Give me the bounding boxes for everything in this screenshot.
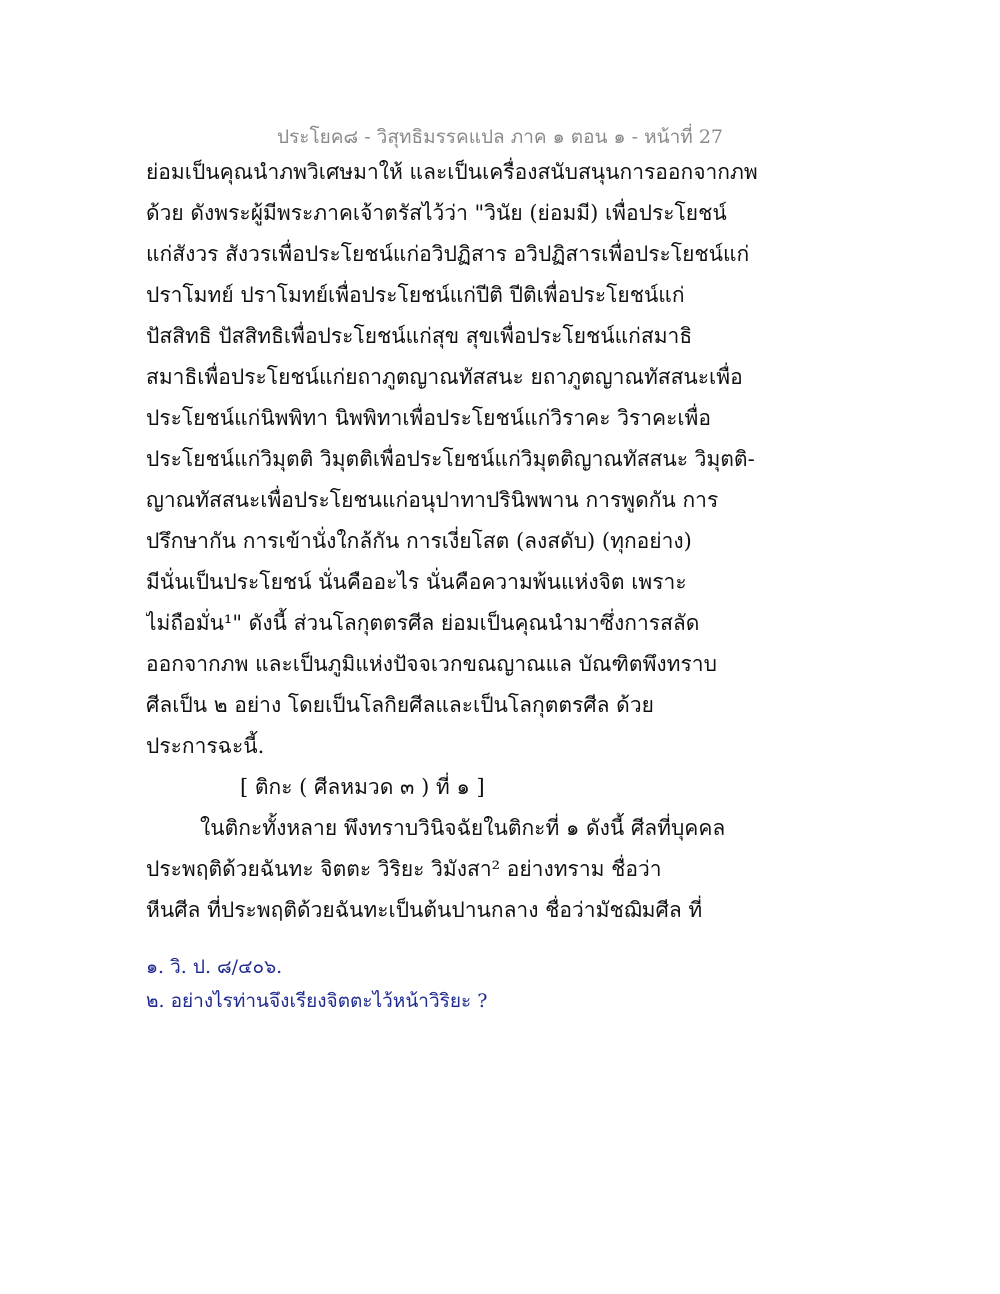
footnote-2: ๒. อย่างไรท่านจึงเรียงจิตตะไว้หน้าวิริยะ ? bbox=[146, 990, 488, 1012]
page-header: ประโยค๘ - วิสุทธิมรรคแปล ภาค ๑ ตอน ๑ - หน้าที่ 27 bbox=[277, 126, 723, 148]
text-line: ย่อมเป็นคุณนำภพวิเศษมาให้ และเป็นเครื่องสนับสนุนการออกจากภพ bbox=[146, 160, 758, 184]
footnotes bbox=[146, 950, 866, 1018]
text-line: ปัสสิทธิ ปัสสิทธิเพื่อประโยชน์แก่สุข สุขเพื่อประโยชน์แก่สมาธิ bbox=[146, 324, 693, 348]
section-heading: [ ติกะ ( ศีลหมวด ๓ ) ที่ ๑ ] bbox=[240, 775, 485, 799]
text-line: ญาณทัสสนะเพื่อประโยชนแก่อนุปาทาปรินิพพาน การพูดกัน การ bbox=[146, 488, 719, 512]
text-line: ประพฤติด้วยฉันทะ จิตตะ วิริยะ วิมังสา² อย่างทราม ชื่อว่า bbox=[146, 857, 662, 881]
text-line: ปราโมทย์ ปราโมทย์เพื่อประโยชน์แก่ปีติ ปีติเพื่อประโยชน์แก่ bbox=[146, 283, 685, 307]
text-line: ไม่ถือมั่น¹" ดังนี้ ส่วนโลกุตตรศีล ย่อมเป็นคุณนำมาซึ่งการสลัด bbox=[146, 611, 700, 635]
text-line: ประโยชน์แก่วิมุตติ วิมุตติเพื่อประโยชน์แก่วิมุตติญาณทัสสนะ วิมุตติ- bbox=[146, 447, 755, 471]
footnote-1: ๑. วิ. ป. ๘/๔๐๖. bbox=[146, 956, 283, 978]
text-line: หีนศีล ที่ประพฤติด้วยฉันทะเป็นต้นปานกลาง ชื่อว่ามัชฌิมศีล ที่ bbox=[146, 898, 703, 922]
text-line: แก่สังวร สังวรเพื่อประโยชน์แก่อวิปฏิสาร อวิปฏิสารเพื่อประโยชน์แก่ bbox=[146, 242, 750, 266]
text-line: ในติกะทั้งหลาย พึงทราบวินิจฉัยในติกะที่ ๑ ดังนี้ ศีลที่บุคคล bbox=[200, 816, 726, 840]
text-line: ด้วย ดังพระผู้มีพระภาคเจ้าตรัสไว้ว่า "วินัย (ย่อมมี) เพื่อประโยชน์ bbox=[146, 201, 727, 225]
text-line: ออกจากภพ และเป็นภูมิแห่งปัจจเวกขณญาณแล บัณฑิตพึงทราบ bbox=[146, 652, 717, 676]
text-line: มีนั่นเป็นประโยชน์ นั่นคืออะไร นั่นคือความพ้นแห่งจิต เพราะ bbox=[146, 570, 687, 594]
text-line: ประการฉะนี้. bbox=[146, 734, 265, 758]
text-line: ปรึกษากัน การเข้านั่งใกล้กัน การเงี่ยโสต (ลงสดับ) (ทุกอย่าง) bbox=[146, 529, 692, 553]
body-text bbox=[146, 152, 866, 931]
text-line: สมาธิเพื่อประโยชน์แก่ยถาภูตญาณทัสสนะ ยถาภูตญาณทัสสนะเพื่อ bbox=[146, 365, 743, 389]
text-line: ศีลเป็น ๒ อย่าง โดยเป็นโลกิยศีลและเป็นโลกุตตรศีล ด้วย bbox=[146, 693, 654, 717]
text-line: ประโยชน์แก่นิพพิทา นิพพิทาเพื่อประโยชน์แก่วิราคะ วิราคะเพื่อ bbox=[146, 406, 712, 430]
